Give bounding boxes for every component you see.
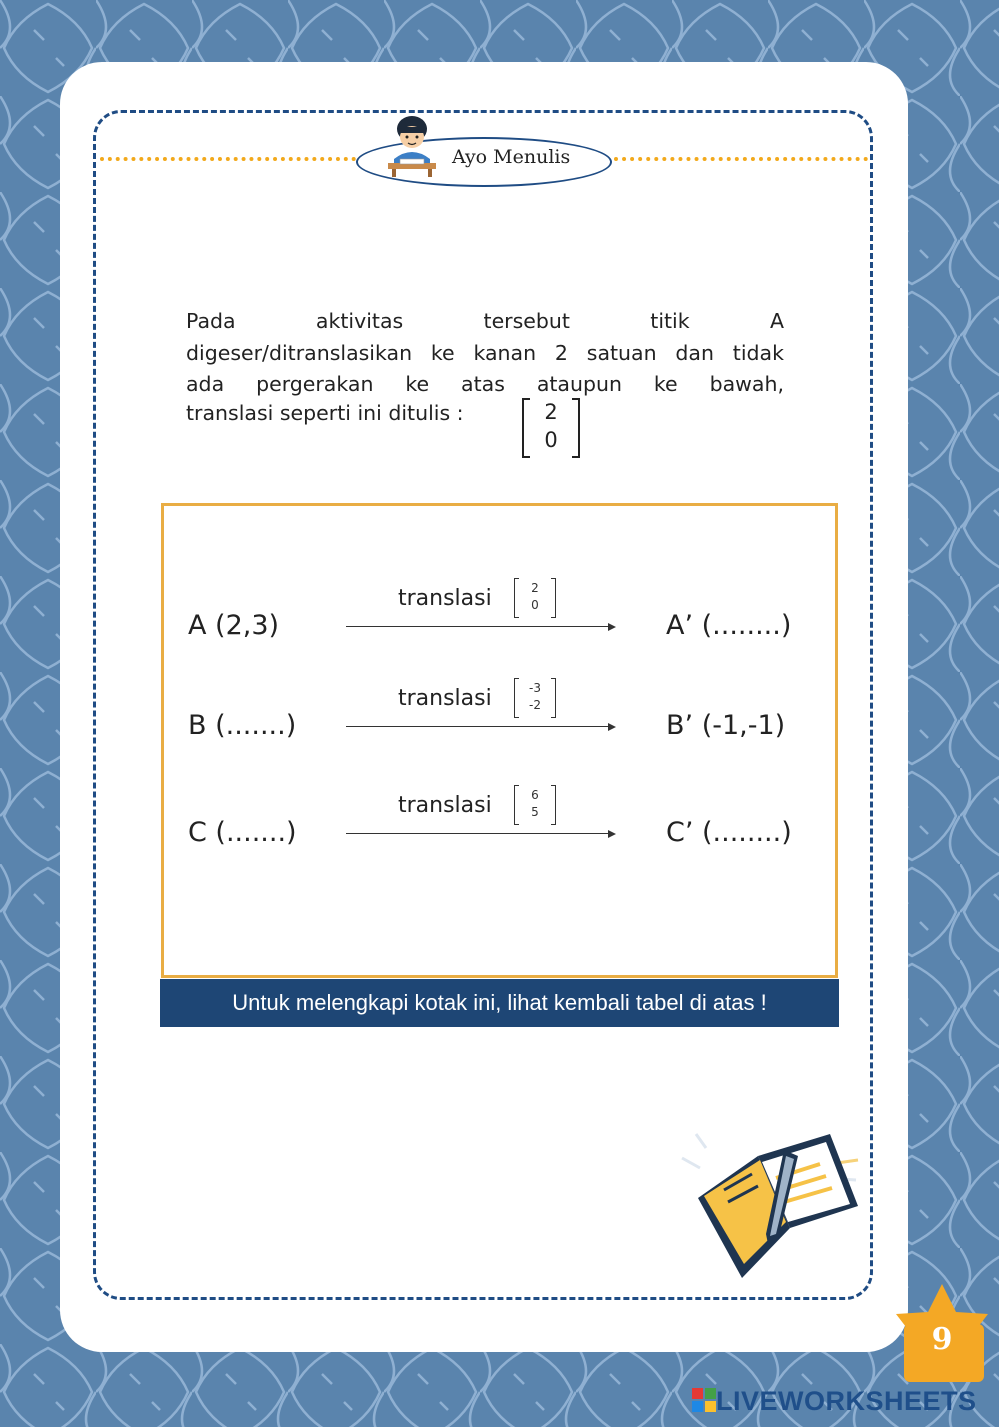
translation-matrix-c xyxy=(514,785,556,825)
matrix-b-bottom: -2 xyxy=(529,698,541,712)
instruction-banner: Untuk melengkapi kotak ini, lihat kembali tabel di atas ! xyxy=(160,979,839,1027)
point-a-image[interactable]: A’ (........) xyxy=(666,610,792,641)
arrow-c-head xyxy=(608,830,616,838)
arrow-a-head xyxy=(608,623,616,631)
matrix-a-bottom: 0 xyxy=(531,598,539,612)
liveworksheets-watermark[interactable]: LIVEWORKSHEETS xyxy=(716,1386,977,1416)
header-dots-right xyxy=(614,157,868,161)
arrow-c xyxy=(346,833,612,834)
intro-matrix xyxy=(522,398,580,456)
liveworksheets-logo-icon xyxy=(692,1388,716,1412)
matrix-b-top: -3 xyxy=(529,681,541,695)
intro-line-1: Pada aktivitas tersebut titik A xyxy=(186,309,784,333)
translation-matrix-b xyxy=(514,678,556,718)
book-pencil-icon xyxy=(680,1128,865,1280)
point-b-image: B’ (-1,-1) xyxy=(666,710,786,741)
translation-label-a: translasi xyxy=(398,586,492,611)
intro-paragraph xyxy=(186,306,784,401)
header-title: Ayo Menulis xyxy=(452,146,571,168)
header-dots-left xyxy=(100,157,356,161)
page-number: 9 xyxy=(931,1322,953,1357)
matrix-a-top: 2 xyxy=(531,581,539,595)
arrow-a xyxy=(346,626,612,627)
intro-line-2: digeser/ditranslasikan ke kanan 2 satuan dan tidak xyxy=(186,340,784,365)
intro-line-3: ada pergerakan ke atas ataupun ke bawah, xyxy=(186,372,784,396)
intro-matrix-bottom: 0 xyxy=(544,428,558,452)
translation-label-b: translasi xyxy=(398,686,492,711)
point-b-origin[interactable]: B (.......) xyxy=(188,710,297,741)
point-c-origin[interactable]: C (.......) xyxy=(188,817,297,848)
arrow-b-head xyxy=(608,723,616,731)
kid-writing-icon xyxy=(382,115,442,177)
arrow-b xyxy=(346,726,612,727)
intro-last-line: translasi seperti ini ditulis : xyxy=(186,401,464,425)
translation-label-c: translasi xyxy=(398,793,492,818)
intro-matrix-top: 2 xyxy=(544,400,558,424)
matrix-c-bottom: 5 xyxy=(531,805,539,819)
matrix-c-top: 6 xyxy=(531,788,539,802)
point-a-origin: A (2,3) xyxy=(188,610,280,641)
translation-matrix-a xyxy=(514,578,556,618)
point-c-image[interactable]: C’ (........) xyxy=(666,817,792,848)
